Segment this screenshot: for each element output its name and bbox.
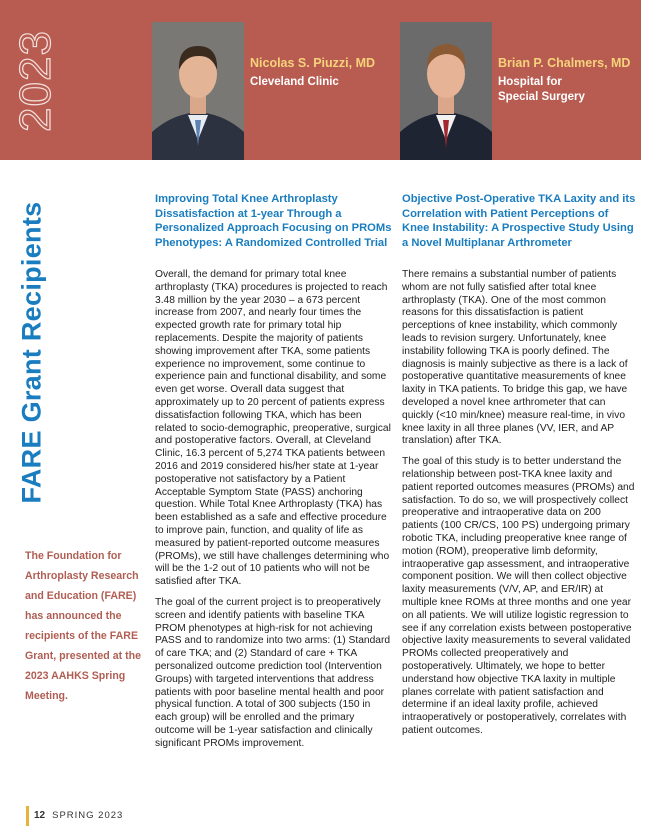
project-title-1: Improving Total Knee Arthroplasty Dissatisfaction at 1-year Through a Personalized Approach Focusing on PROMs Phenotypes: A Randomized Controlled Trial bbox=[155, 193, 392, 249]
page-number: 12 bbox=[34, 810, 46, 821]
recipient-affiliation-2-line2: Special Surgery bbox=[498, 91, 585, 103]
footer-accent-bar bbox=[26, 806, 29, 826]
issue-label: SPRING 2023 bbox=[52, 810, 124, 821]
recipient-affiliation-1: Cleveland Clinic bbox=[250, 76, 339, 88]
paragraph: The goal of this study is to better understand the relationship between post-TKA knee laxity and patient reported outcomes measures (PROMs) and satisfaction. To do so, we will prospectively collect preoperative and intraoperative data on 200 patients (100 CR/CS, 100 PS) undergoing primary robotic TKA, including preoperative knee range of motion (ROM), preoperative limb deformity, intraoperative gap assessment, and intraoperative component position. We will then collect objective laxity measurements (V/V, AP, and ER/IR) at multiple knee ROMs at three months and one year on all patients. We will utilize logistic regression to see if any correlation exists between postoperative objective laxity measurements to several validated PROMs collected preoperatively and postoperatively. Ultimately, we hope to better understand how objective TKA laxity in multiple planes correlate with patient satisfaction and determine if an ideal laxity profile, achieved intraoperatively or postoperatively, correlates with patient outcomes. bbox=[402, 456, 635, 736]
page-footer bbox=[34, 810, 123, 821]
recipient-name-1: Nicolas S. Piuzzi, MD bbox=[250, 56, 376, 70]
recipient-affiliation-2-line1: Hospital for bbox=[498, 76, 562, 88]
paragraph: Overall, the demand for primary total knee arthroplasty (TKA) procedures is projected to reach 3.48 million by the year 2030 – a 673 percent increase from 2007, and nearly four times the expected growth rate for primary total hip replacements. Despite the majority of patients showing improvement after TKA, some patients experience no improvement, some continue to experience pain and functional disability, and some even get worse. Overall data suggest that approximately up to 20 percent of patients express dissatisfaction following TKA, which has been related to socio-demographic, preoperative, surgical and postoperative factors. Overall, at Cleveland Clinic, 16.3 percent of 5,274 TKA patients between 2016 and 2019 considered his/her state at 1-year postoperative not satisfactory by a Patient Acceptable Symptom State (PASS) anchoring question. While Total Knee Arthroplasty (TKA) has been established as a safe and effective procedure to improve pain, function, and quality of life as measured by patient-reported outcome measures (PROMs), we still have challenges determining who will be the 1-2 out of 10 patients who will not be satisfied after TKA. bbox=[155, 269, 391, 588]
year-label: 2023 bbox=[11, 29, 61, 132]
portrait-piuzzi bbox=[152, 22, 244, 160]
portrait-chalmers bbox=[400, 22, 492, 160]
recipient-name-2: Brian P. Chalmers, MD bbox=[498, 56, 631, 70]
intro-text: The Foundation for Arthroplasty Research and Education (FARE) has announced the recipients of the FARE Grant, presented at the 2023 AAHKS Spring Meeting. bbox=[25, 550, 141, 702]
section-title: FARE Grant Recipients bbox=[16, 201, 47, 504]
paragraph: There remains a substantial number of patients whom are not fully satisfied after total knee arthroplasty (TKA). One of the most common reasons for this dissatisfaction is patient perceptions of knee instability, which commonly leads to revision surgery. Unfortunately, knee instability following TKA is poorly defined. The diagnosis is mainly subjective as there is a lack of postoperative quantitative measurements of knee laxity in TKA patients. To bridge this gap, we have developed a novel knee arthrometer that can quickly (<10 min/knee) measure real-time, in vivo knee laxity in all three planes (VV, IER, and AP translation) after TKA. bbox=[402, 269, 628, 447]
paragraph: The goal of the current project is to preoperatively screen and identify patients with baseline TKA PROM phenotypes at high-risk for not achieving PASS and to randomize into two arms: (1) Standard of care TKA; and (2) Standard of care + TKA personalized outcome prediction tool (Intervention Groups) with targeted interventions that address patients with poor baseline mental health and poor physical function. A total of 300 subjects (150 in each group) will be enrolled and the primary outcome will be 1-year satisfaction and clinically significant PROMs improvement. bbox=[155, 596, 391, 749]
project-title-2: Objective Post-Operative TKA Laxity and its Correlation with Patient Perceptions of Knee Instability: A Prospective Study Using a Novel Multiplanar Arthrometer bbox=[402, 193, 636, 249]
project-body-2 bbox=[402, 269, 638, 746]
project-body-1 bbox=[155, 269, 392, 758]
